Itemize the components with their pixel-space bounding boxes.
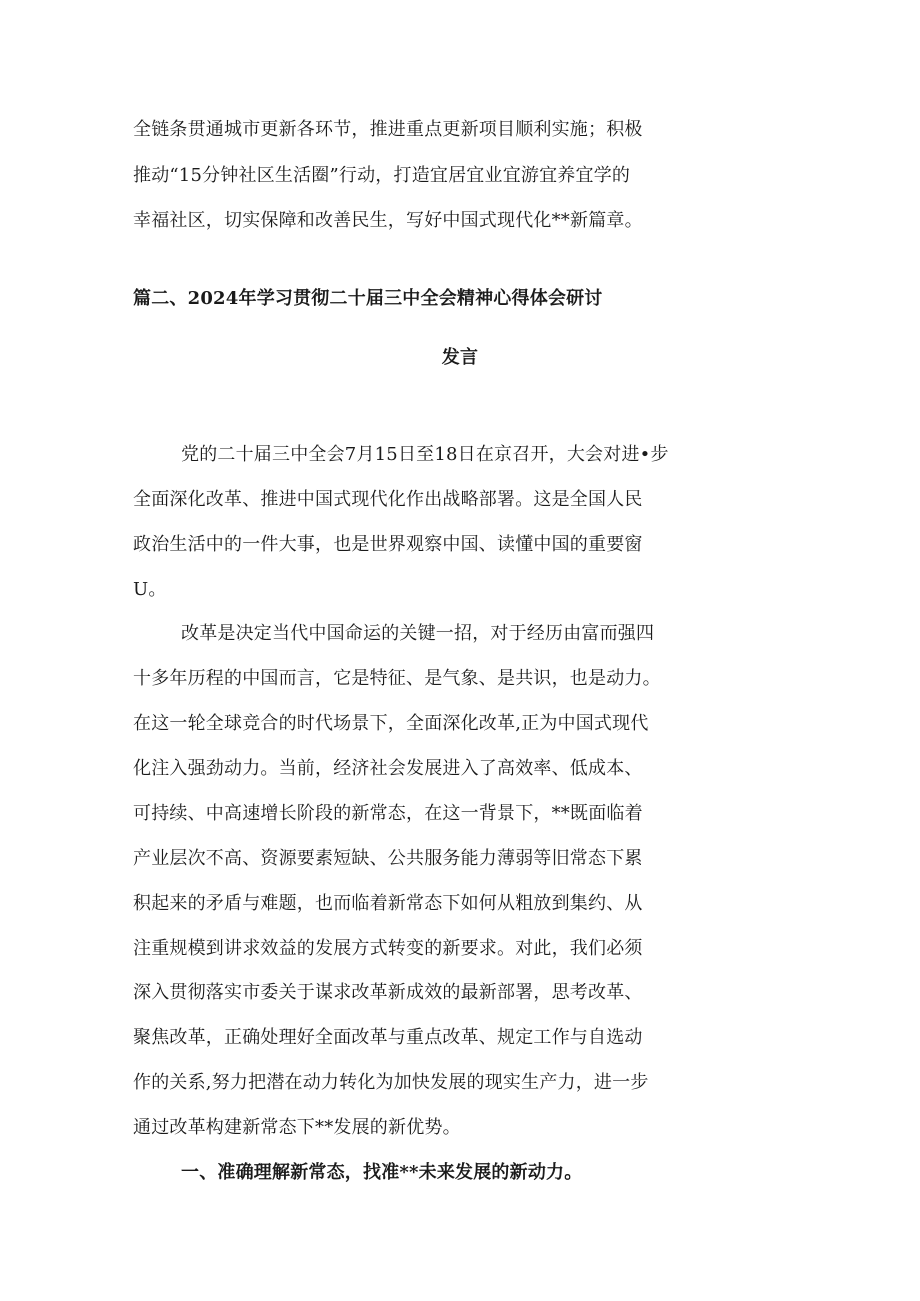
paragraph2-line-2: 十多年历程的中国而言，它是特征、是气象、是共识，也是动力。: [133, 668, 661, 689]
paragraph2-line-3: 在这一轮全球竞合的时代场景下，全面深化改革,正为中国式现代: [133, 713, 649, 734]
paragraph2-line-5: 可持续、中高速增长阶段的新常态，在这一背景下，**既面临着: [133, 803, 643, 824]
paragraph2-line-11: 作的关系,努力把潜在动力转化为加快发展的现实生产力，进一步: [133, 1072, 649, 1093]
section-heading-line-2: 发言: [441, 347, 479, 368]
intro-line-2: 推动“15分钟社区生活圈”行动，打造宜居宜业宜游宜养宜学的: [133, 165, 631, 186]
paragraph2-line-4: 化注入强劲动力。当前，经济社会发展进入了高效率、低成本、: [133, 758, 643, 779]
paragraph1-line-3: 政治生活中的一件大事，也是世界观察中国、读懂中国的重要窗: [133, 534, 643, 555]
intro-line-1: 全链条贯通城市更新各环节，推进重点更新项目顺利实施；积极: [133, 119, 643, 140]
subheading: 一、准确理解新常态，找准**未来发展的新动力。: [181, 1162, 583, 1183]
intro-line-3: 幸福社区，切实保障和改善民生，写好中国式现代化**新篇章。: [133, 210, 643, 231]
paragraph1-line-1: 党的二十届三中全会7月15日至18日在京召开，大会对进•步: [181, 444, 669, 465]
paragraph2-line-7: 积起来的矛盾与难题，也而临着新常态下如何从粗放到集约、从: [133, 893, 643, 914]
paragraph2-line-9: 深入贯彻落实市委关于谋求改革新成效的最新部署，思考改革、: [133, 982, 643, 1003]
paragraph2-line-8: 注重规模到讲求效益的发展方式转变的新要求。对此，我们必须: [133, 938, 643, 959]
paragraph2-line-12: 通过改革构建新常态下**发展的新优势。: [133, 1117, 461, 1138]
paragraph2-line-6: 产业层次不高、资源要素短缺、公共服务能力薄弱等旧常态下累: [133, 848, 643, 869]
section-heading-line-1: 篇二、2024年学习贯彻二十届三中全会精神心得体会研讨: [133, 288, 603, 309]
paragraph1-line-2: 全面深化改革、推进中国式现代化作出战略部署。这是全国人民: [133, 489, 643, 510]
paragraph2-line-1: 改革是决定当代中国命运的关键一招，对于经历由富而强四: [181, 623, 655, 644]
paragraph1-line-4: U。: [133, 579, 167, 600]
paragraph2-line-10: 聚焦改革，正确处理好全面改革与重点改革、规定工作与自选动: [133, 1027, 643, 1048]
